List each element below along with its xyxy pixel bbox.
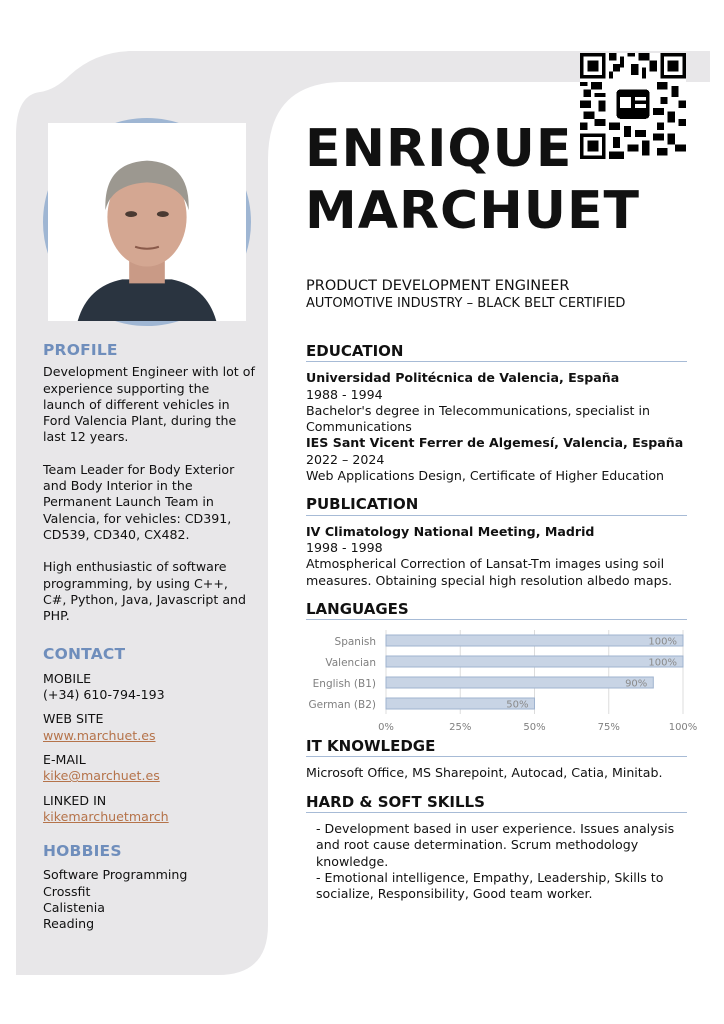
profile-heading: PROFILE [43,341,118,359]
languages-section [306,599,698,734]
job-title-block [306,277,625,313]
data-label: 100% [648,657,677,669]
languages-chart [306,626,698,734]
x-tick-label: 100% [668,722,698,734]
it-knowledge-heading: IT KNOWLEDGE [306,738,687,757]
profile-paragraph: Team Leader for Body Exterior and Body Interior in the Permanent Launch Team in Valencia, for vehicles: CD391, CD539, CD340, CX482. [43,461,235,542]
education-dates: 1988 - 1994 [306,386,383,402]
email-link[interactable]: kike@marchuet.es [43,768,160,784]
education-institution: IES Sant Vicent Ferrer de Algemesí, Valencia, España [306,435,684,451]
skill-item: - Development based in user experience. Issues analysis and root cause determination. Scrum methodology knowledge. [316,821,675,869]
it-knowledge-text: Microsoft Office, MS Sharepoint, Autocad, Catia, Minitab. [306,765,663,781]
hobby-item: Calistenia [43,900,105,916]
skill-item: - Emotional intelligence, Empathy, Leadership, Skills to socialize, Responsibility, Good team worker. [316,869,664,902]
hobbies-heading: HOBBIES [43,842,122,861]
data-label: 100% [648,636,677,648]
job-title: PRODUCT DEVELOPMENT ENGINEER [306,278,570,294]
skills-heading: HARD & SOFT SKILLS [306,794,687,813]
publication-title: IV Climatology National Meeting, Madrid [306,523,595,539]
hobby-item: Software Programming [43,867,188,883]
qr-code-contact-card-icon[interactable] [580,53,686,159]
data-label: 50% [506,699,529,711]
education-dates: 2022 – 2024 [306,451,385,467]
left-column [43,342,255,933]
education-section [306,343,687,484]
contact-label: E-MAIL [43,751,86,767]
hobby-item: Crossfit [43,883,91,899]
education-institution: Universidad Politécnica de Valencia, España [306,370,620,386]
x-tick-label: 50% [523,722,546,734]
skills-section [306,794,687,903]
x-tick-label: 75% [597,722,620,734]
x-tick-label: 25% [449,722,472,734]
website-link[interactable]: www.marchuet.es [43,727,156,743]
contact-linkedin [43,793,255,826]
profile-paragraph: Development Engineer with lot of experience supporting the launch of different vehicles in Ford Valencia Plant, during the last 12 years. [43,364,255,445]
x-tick-label: 0% [378,722,394,734]
education-heading: EDUCATION [306,343,687,362]
bar [386,677,653,688]
education-description: Web Applications Design, Certificate of Higher Education [306,468,665,484]
publication-dates: 1998 - 1998 [306,539,383,555]
contact-label: LINKED IN [43,792,107,808]
category-label: English (B1) [312,678,376,691]
languages-bar-chart [306,626,698,734]
phone-number: (+34) 610-794-193 [43,687,165,703]
person-photo-icon [48,123,246,321]
first-name: ENRIQUE [305,119,573,179]
bar [386,635,683,646]
contact-label: WEB SITE [43,711,104,727]
it-knowledge-section [306,738,687,782]
category-label: Spanish [334,636,376,649]
bar [386,656,683,667]
right-column [306,342,698,915]
contact-mobile [43,671,255,704]
publication-heading: PUBLICATION [306,496,687,515]
education-description: Bachelor's degree in Telecommunications, specialist in Communications [306,402,650,435]
contact-label: MOBILE [43,670,92,686]
data-label: 90% [625,678,648,690]
category-label: Valencian [325,657,376,670]
category-label: German (B2) [308,699,376,712]
contact-heading: CONTACT [43,645,126,664]
publication-section [306,496,687,588]
linkedin-link[interactable]: kikemarchuetmarch [43,808,169,824]
profile-paragraph: High enthusiastic of software programming, by using C++, C#, Python, Java, Javascript and PHP. [43,559,247,624]
contact-website [43,711,255,744]
last-name: MARCHUET [305,181,640,241]
job-subtitle: AUTOMOTIVE INDUSTRY – BLACK BELT CERTIFIED [306,296,626,311]
contact-email [43,752,255,785]
profile-photo [43,118,251,326]
publication-description: Atmospherical Correction of Lansat-Tm images using soil measures. Obtaining special high resolution albedo maps. [306,556,673,588]
hobby-item: Reading [43,916,95,932]
languages-heading: LANGUAGES [306,601,687,620]
